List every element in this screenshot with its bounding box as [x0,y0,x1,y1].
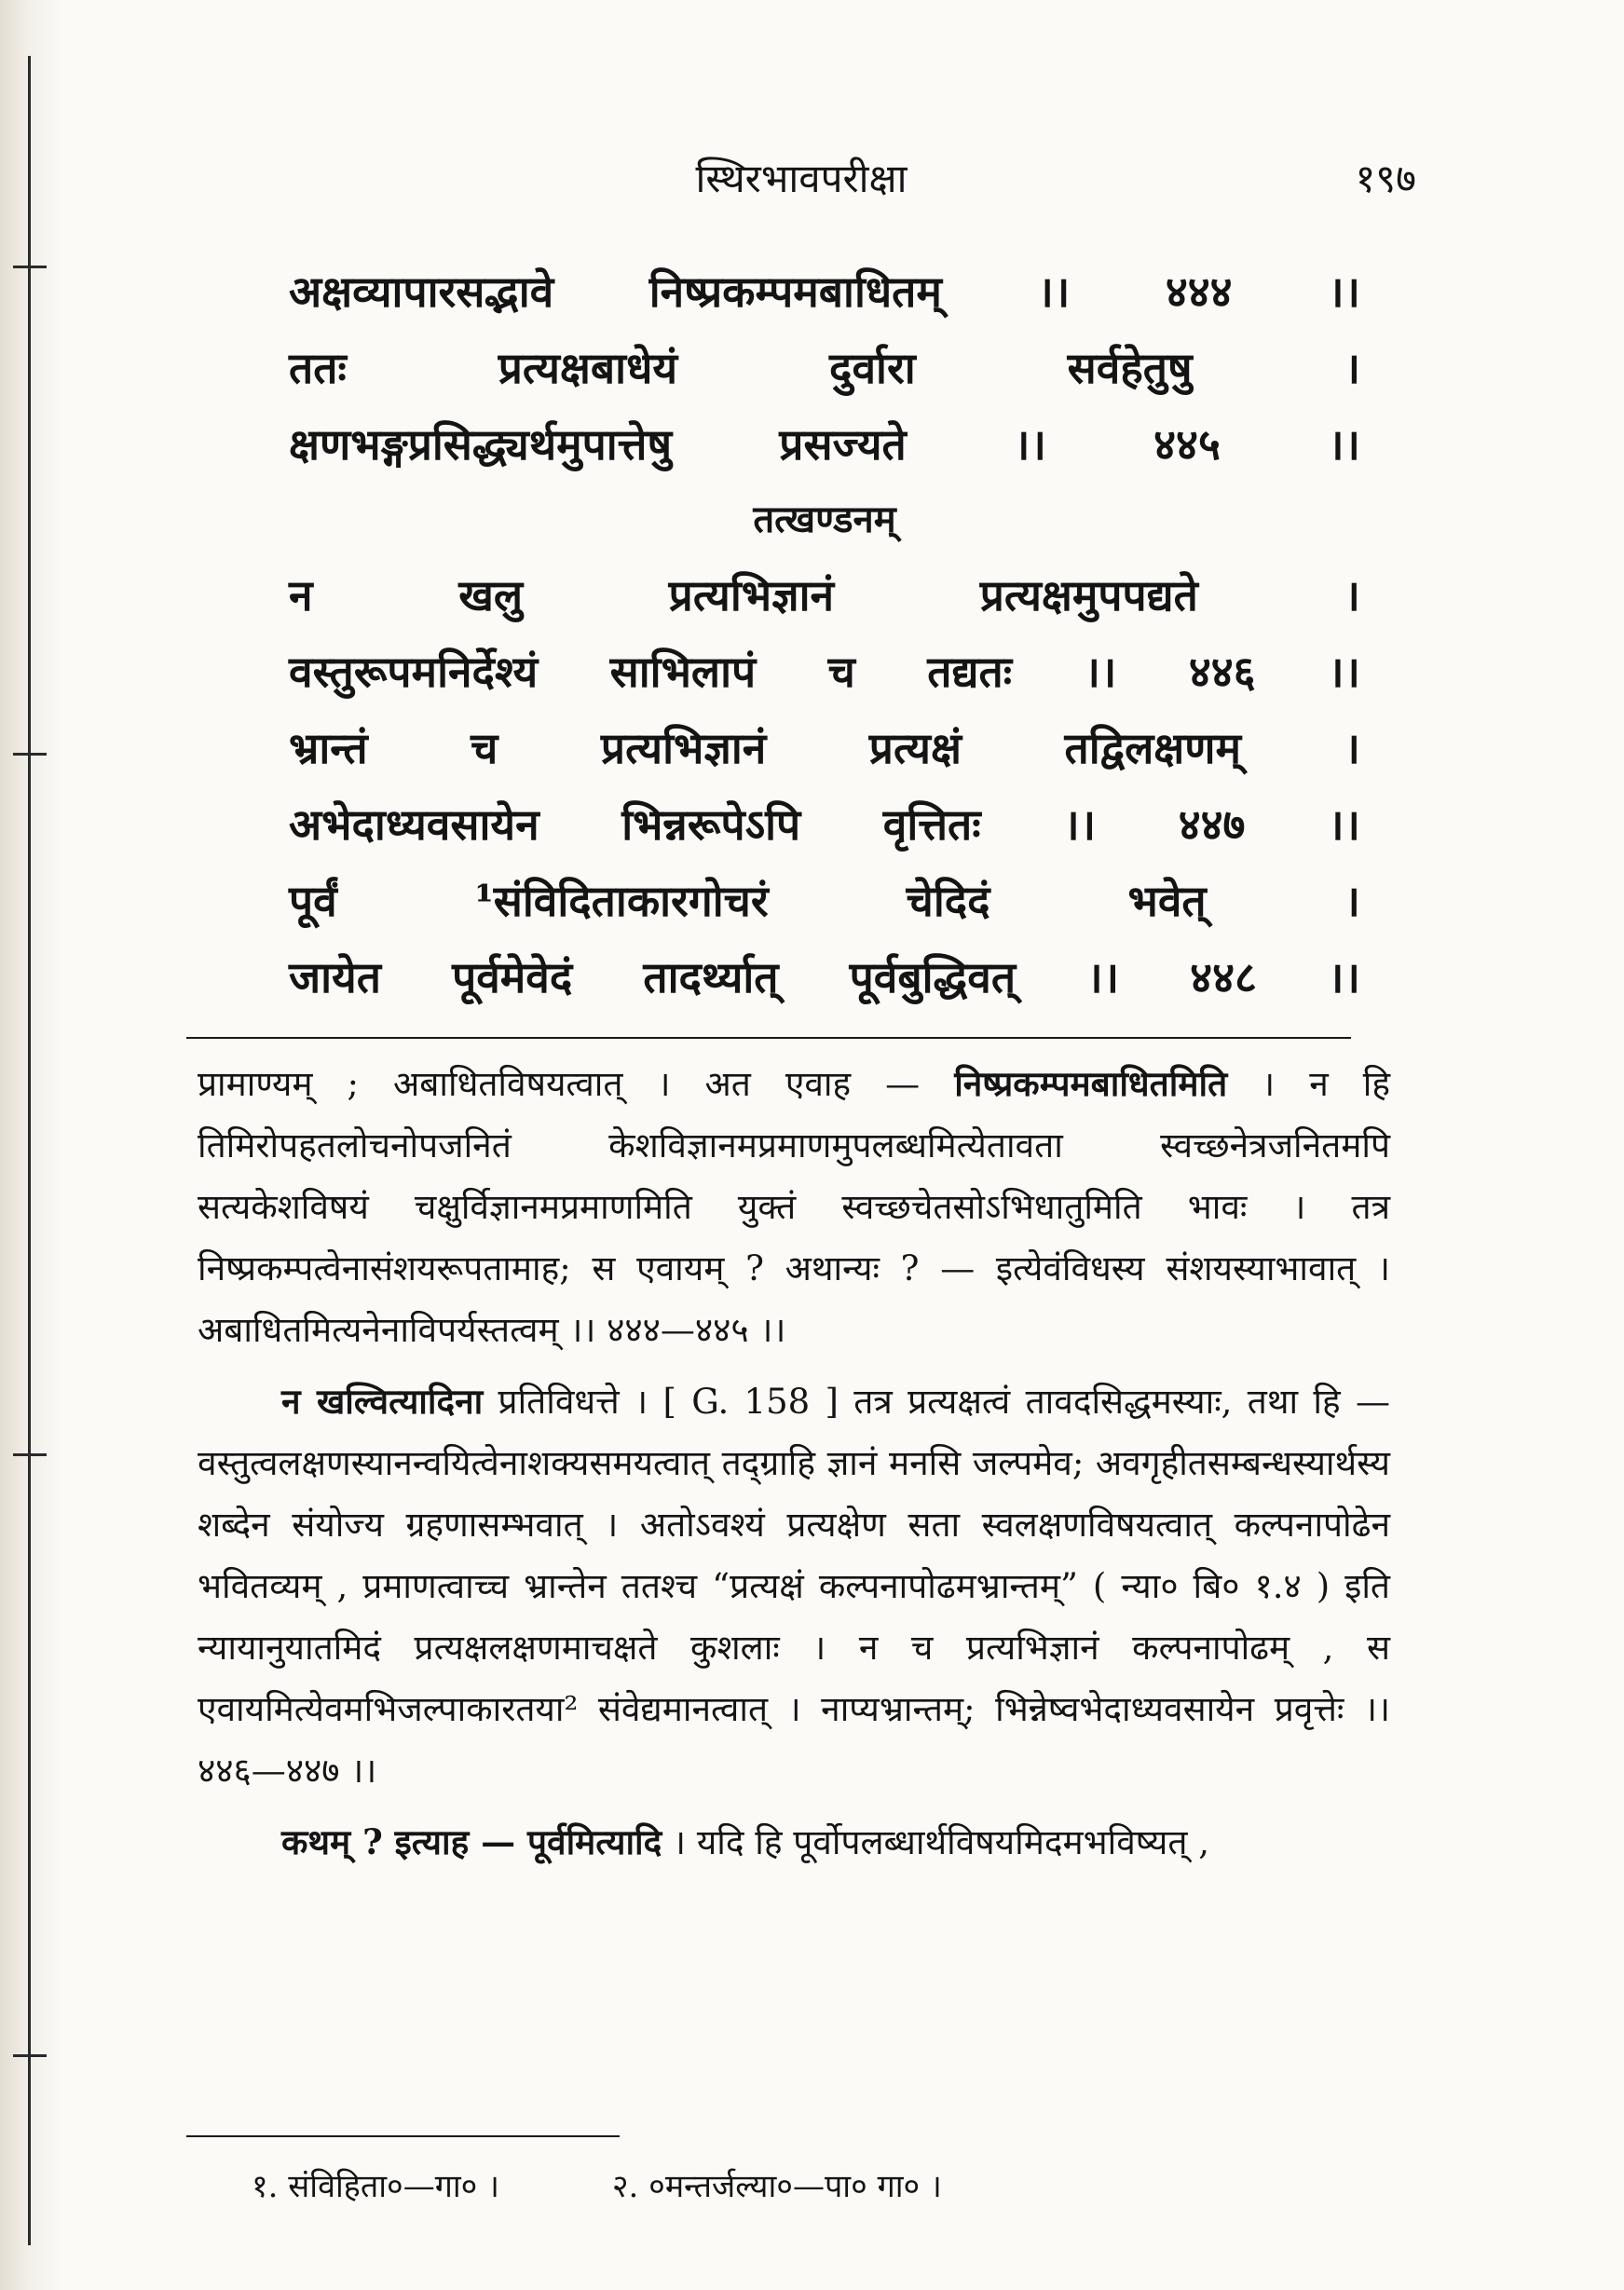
verse-word: ४४७ [1178,799,1246,850]
running-title: स्थिरभावपरीक्षा [695,156,908,201]
commentary-paragraph [198,1053,1390,1361]
verse-word: ।। [1086,952,1120,1002]
binding-stitch-mark [13,2054,47,2057]
verse-word: भिन्नरूपेऽपि [621,799,801,850]
page-number: १९७ [1355,156,1416,201]
verse-word: तादर्थ्यात् [643,952,779,1002]
commentary-keyword: निष्प्रकम्पमबाधितमिति [954,1063,1228,1104]
verse-word: पूर्वमेवेदं [452,952,573,1002]
footnote-1: १. संविहिता०—गा० । [252,2168,500,2205]
commentary-keyword: न खल्वित्यादिना [281,1381,484,1422]
verse-word: प्रत्यक्षं [868,723,962,773]
verse-word: अभेदाध्यवसायेन [289,799,539,850]
footnote-divider [186,2135,620,2137]
verse-word: ।। [1037,266,1071,317]
verse-block [289,253,1360,1016]
footnotes [252,2161,1276,2212]
verse-word: अक्षव्यापारसद्भावे [289,266,554,317]
verse-word: खलु [458,570,524,620]
verse-word: चेदिदं [906,876,990,926]
verse-word: प्रत्यक्षमुपपद्यते [979,570,1198,620]
book-page [186,0,1416,2290]
verse-line [289,557,1360,634]
verse-word: क्षणभङ्गप्रसिद्ध्यर्थमुपात्तेषु [289,419,673,470]
verse-line [289,939,1360,1016]
verse-word: ४४८ [1190,952,1257,1002]
verse-line [289,786,1360,863]
footnote-2: २. ०मन्तर्जल्या०—पा० गा० । [611,2168,942,2205]
verse-word: ।। [1014,419,1046,470]
verse-word: पूर्वबुद्धिवत् [849,952,1017,1002]
verse-word: सर्वहेतुषु [1067,343,1193,393]
commentary-paragraph [198,1811,1390,1874]
verse-word: तद्यतः [927,647,1013,697]
verse-word: । [1344,343,1360,393]
verse-word: प्रत्यभिज्ञानं [600,723,767,773]
verse-word: भ्रान्तं [289,723,368,773]
verse-word: निष्प्रकम्पमबाधितम् [648,266,942,317]
book-binding-edge [0,0,65,2290]
verse-word: भवेत् [1127,876,1207,926]
verse-word: प्रत्यक्षबाधेयं [498,343,678,393]
binding-stitch-mark [13,266,47,268]
verse-word: साभिलापं [609,647,757,697]
verse-word: प्रत्यभिज्ञानं [668,570,835,620]
verse-word: वस्तुरूपमनिर्देश्यं [289,647,539,697]
verse-word: ।। [1084,647,1117,697]
verse-line [289,863,1360,939]
verse-word: । [1344,876,1360,926]
verse-word: ।। [1063,799,1097,850]
section-subheading: तत्खण्डनम् [753,498,896,541]
verse-word: ४४६ [1188,647,1256,697]
verse-line [289,330,1360,406]
verse-line [289,406,1360,483]
verse-line [289,634,1360,710]
verse-word: । [1344,723,1360,773]
verse-line [289,710,1360,786]
verse-word: ४४५ [1153,419,1221,470]
verse-word: ।। [1328,647,1360,697]
binding-stitch-mark [13,753,47,756]
verse-word: पूर्वं [289,876,337,926]
commentary-text: प्रामाण्यम् ; अबाधितविषयत्वात् । अत एवाह — [198,1064,955,1104]
commentary-paragraph [198,1370,1390,1802]
verse-word: ततः [289,343,347,393]
commentary-text: । यदि हि पूर्वोपलब्धार्थविषयमिदमभविष्यत् , [662,1822,1209,1862]
verse-word: ४४४ [1165,266,1233,317]
commentary [198,1053,1390,1883]
commentary-text: । न हि तिमिरोपहतलोचनोपजनितं केशविज्ञानमप्रमाणमुपलब्धमित्येतावता स्वच्छनेत्रजनितमपि सत्यकेशविषयं चक्षुर्विज्ञानमप्रमाणमिति युक्तं स्वच्छचेतसोऽभिधातुमिति भावः । तत्र निष्प्रकम्पत्वेनासंशयरूपतामाह; स एवायम् ? अथान्यः ? — इत्येवंविधस्य संशयस्याभावात् । अबाधितमित्यनेनाविपर्यस्तत्वम् ।। ४४४—४४५ ।। [198,1064,1390,1350]
verse-word: च [471,723,498,773]
verse-line [289,253,1360,330]
commentary-keyword: कथम् ? इत्याह — पूर्वमित्यादि [281,1821,662,1862]
page-header [186,151,1416,207]
verse-word: ।। [1328,952,1360,1002]
binding-stitch-mark [13,1453,47,1456]
commentary-text: प्रतिविधत्ते । [ G. 158 ] तत्र प्रत्यक्षत्वं तावदसिद्धमस्याः, तथा हि — वस्तुत्वलक्षणस्यानन्वयित्वेनाशक्यसमयत्वात् तद्ग्राहि ज्ञानं मनसि जल्पमेव; अवगृहीतसम्बन्धस्यार्थस्य शब्देन संयोज्य ग्रहणासम्भवात् । अतोऽवश्यं प्रत्यक्षेण सता स्वलक्षणविषयत्वात् कल्पनापोढेन भवितव्यम् , प्रमाणत्वाच्च भ्रान्तेन ततश्च “प्रत्यक्षं कल्पनापोढमभ्रान्तम्” ( न्या० बि० १.४ ) इति न्यायानुयातमिदं प्रत्यक्षलक्षणमाचक्षते कुशलाः । न च प्रत्यभिज्ञानं कल्पनापोढम् , स एवायमित्येवमभिजल्पाकारतया² संवेद्यमानत्वात् । नाप्यभ्रान्तम्; भिन्नेष्वभेदाध्यवसायेन प्रवृत्तेः ।। ४४६—४४७ ।। [198,1382,1390,1791]
verse-word: न [289,570,313,620]
verse-word: प्रसज्यते [779,419,907,470]
verse-word: जायेत [289,952,381,1002]
verse-divider [186,1037,1351,1039]
verse-word: च [827,647,855,697]
verse-word: दुर्वारा [829,343,916,393]
verse-word: । [1344,570,1360,620]
verse-word: वृत्तितः [882,799,981,850]
verse-word: ।। [1328,266,1360,317]
verse-word: ¹संविदिताकारगोचरं [474,876,769,926]
verse-word: तद्विलक्षणम् [1064,723,1242,773]
binding-line [28,56,31,2245]
verse-word: ।। [1328,419,1360,470]
verse-word: ।। [1328,799,1360,850]
